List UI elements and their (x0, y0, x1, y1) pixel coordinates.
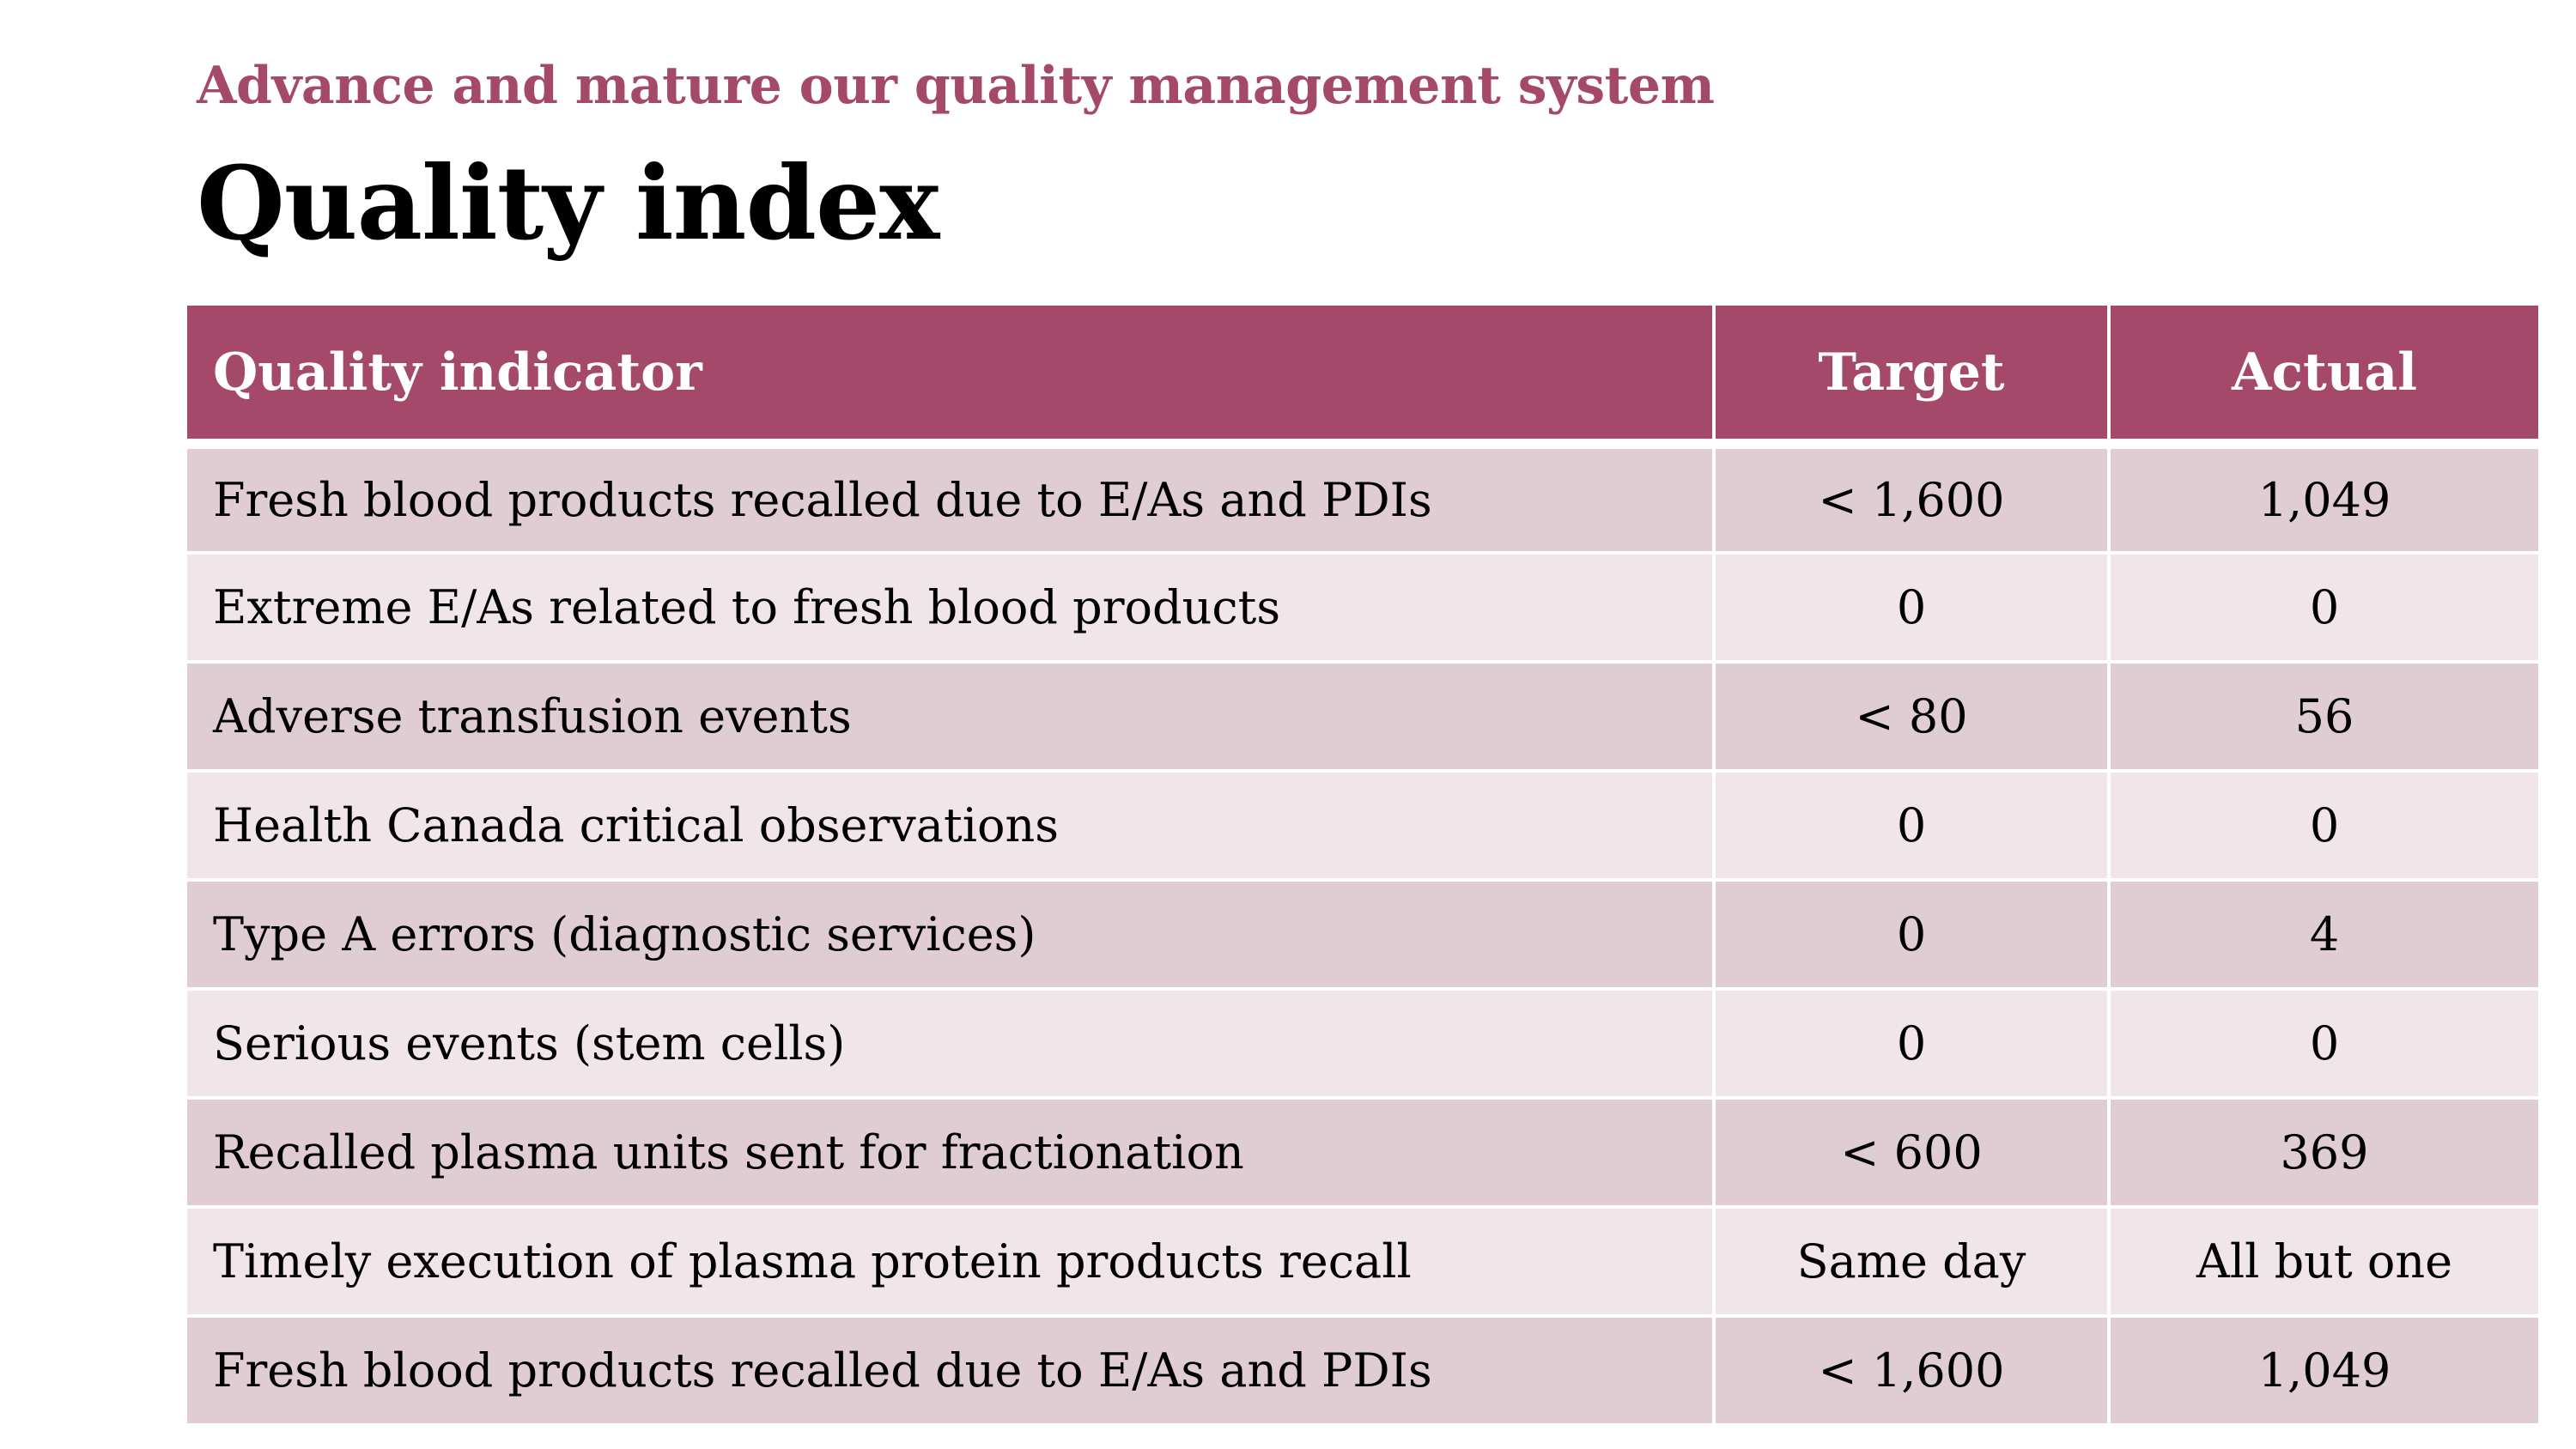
target-cell: < 1,600 (1714, 444, 2109, 553)
table-row (187, 553, 2538, 662)
table-row (187, 444, 2538, 553)
target-cell: 0 (1714, 553, 2109, 662)
target-cell: < 80 (1714, 662, 2109, 771)
header-target: Target (1714, 306, 2109, 444)
indicator-cell: Recalled plasma units sent for fractionation (187, 1098, 1714, 1207)
table-row (187, 880, 2538, 989)
actual-cell: 0 (2109, 989, 2538, 1098)
quality-index-table (187, 306, 2538, 1427)
header-actual: Actual (2109, 306, 2538, 444)
table-row (187, 771, 2538, 880)
actual-cell: 1,049 (2109, 1316, 2538, 1425)
target-cell: 0 (1714, 880, 2109, 989)
actual-cell: 0 (2109, 553, 2538, 662)
target-cell: 0 (1714, 989, 2109, 1098)
actual-cell: 369 (2109, 1098, 2538, 1207)
target-cell: Same day (1714, 1207, 2109, 1316)
actual-cell: 4 (2109, 880, 2538, 989)
header-quality-indicator: Quality indicator (187, 306, 1714, 444)
indicator-cell: Serious events (stem cells) (187, 989, 1714, 1098)
indicator-cell: Fresh blood products recalled due to E/As and PDIs (187, 1316, 1714, 1425)
actual-cell: 56 (2109, 662, 2538, 771)
slide-subtitle: Advance and mature our quality management system (197, 56, 1715, 116)
actual-cell: 1,049 (2109, 444, 2538, 553)
actual-cell: 0 (2109, 771, 2538, 880)
table-row (187, 1098, 2538, 1207)
target-cell: < 1,600 (1714, 1316, 2109, 1425)
indicator-cell: Type A errors (diagnostic services) (187, 880, 1714, 989)
indicator-cell: Health Canada critical observations (187, 771, 1714, 880)
table-header-row (187, 306, 2538, 444)
slide-title: Quality index (197, 143, 939, 263)
indicator-cell: Adverse transfusion events (187, 662, 1714, 771)
table-row (187, 1316, 2538, 1425)
indicator-cell: Fresh blood products recalled due to E/As and PDIs (187, 444, 1714, 553)
indicator-cell: Timely execution of plasma protein products recall (187, 1207, 1714, 1316)
target-cell: 0 (1714, 771, 2109, 880)
target-cell: < 600 (1714, 1098, 2109, 1207)
table-row (187, 1207, 2538, 1316)
actual-cell: All but one (2109, 1207, 2538, 1316)
table-row (187, 662, 2538, 771)
table-row (187, 989, 2538, 1098)
indicator-cell: Extreme E/As related to fresh blood products (187, 553, 1714, 662)
